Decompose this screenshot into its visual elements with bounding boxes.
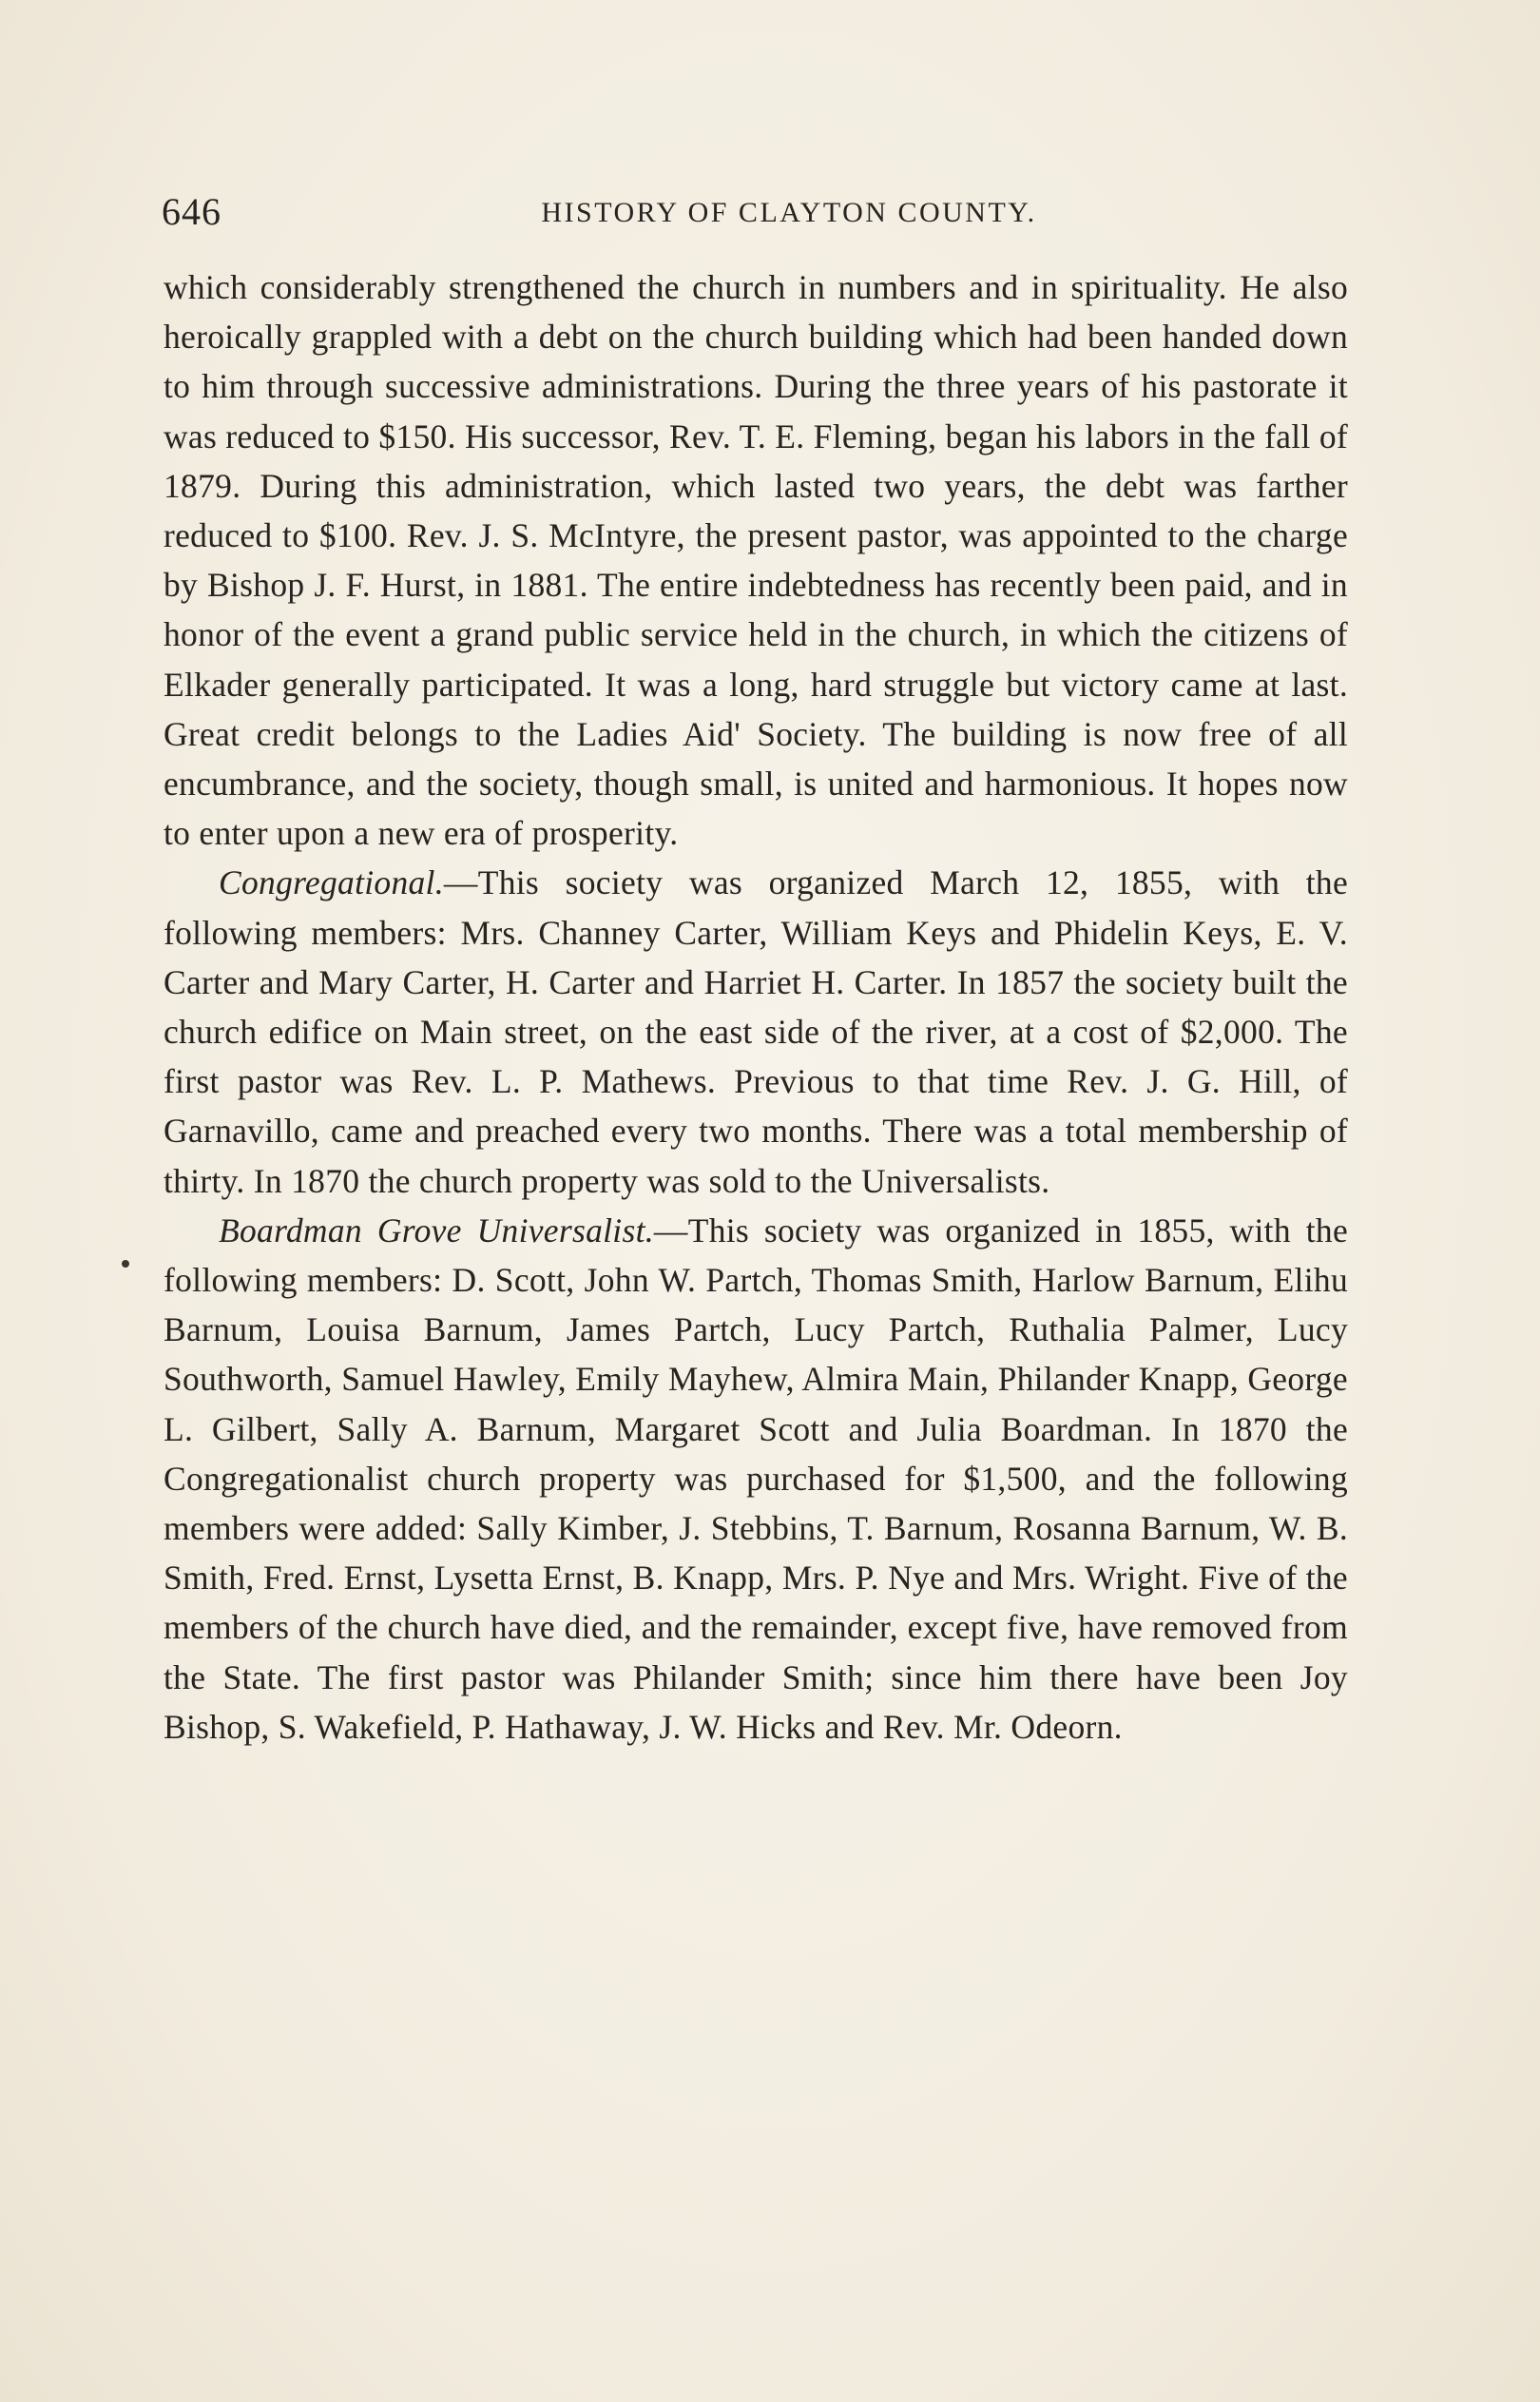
paragraph-continuation [164, 262, 1348, 858]
paragraph-universalist [164, 1206, 1348, 1752]
section-heading: Congregational. [219, 863, 444, 902]
body-text [164, 262, 1348, 1752]
paragraph-text: —This society was organized in 1855, with the following members: D. Scott, John W. Partch, Thomas Smith, Harlow Barnum, Elihu Barnum, Louisa Barnum, James Partch, Lucy Partch, Ruthalia Palmer, Lucy Southworth, Samuel Hawley, Emily Mayhew, Almira Main, Philander Knapp, George L. Gilbert, Sally A. Barnum, Margaret Scott and Julia Boardman. In 1870 the Congregationalist church property was purchased for $1,500, and the following members were added: Sally Kimber, J. Stebbins, T. Barnum, Rosanna Barnum, W. B. Smith, Fred. Ernst, Lysetta Ernst, B. Knapp, Mrs. P. Nye and Mrs. Wright. Five of the members of the church have died, and the remainder, except five, have removed from the State. The first pastor was Philander Smith; since him there have been Joy Bishop, S. Wakefield, P. Hathaway, J. W. Hicks and Rev. Mr. Odeorn. [164, 1211, 1348, 1746]
running-title: HISTORY OF CLAYTON COUNTY. [541, 197, 1037, 228]
paragraph-text: —This society was organized March 12, 1855, with the following members: Mrs. Channey Carter, William Keys and Phidelin Keys, E. V. Carter and Mary Carter, H. Carter and Harriet H. Carter. In 1857 the society built the church edifice on Main street, on the east side of the river, at a cost of $2,000. The first pastor was Rev. L. P. Mathews. Previous to that time Rev. J. G. Hill, of Garnavillo, came and preached every two months. There was a total membership of thirty. In 1870 the church property was sold to the Universalists. [164, 863, 1348, 1200]
section-heading: Boardman Grove Universalist. [219, 1211, 654, 1249]
margin-mark [122, 1260, 129, 1268]
paragraph-text: which considerably strengthened the church in numbers and in spirituality. He also heroically grappled with a debt on the church building which had been handed down to him through successive administrations. During the three years of his pastorate it was reduced to $150. His successor, Rev. T. E. Fleming, began his labors in the fall of 1879. During this administration, which lasted two years, the debt was farther reduced to $100. Rev. J. S. McIntyre, the present pastor, was appointed to the charge by Bishop J. F. Hurst, in 1881. The entire indebtedness has recently been paid, and in honor of the event a grand public service held in the church, in which the citizens of Elkader generally participated. It was a long, hard struggle but victory came at last. Great credit belongs to the Ladies Aid' Society. The building is now free of all encumbrance, and the society, though small, is united and harmonious. It hopes now to enter upon a new era of prosperity. [164, 268, 1348, 853]
running-header [162, 188, 1388, 236]
page-number: 646 [162, 190, 221, 233]
paragraph-congregational [164, 858, 1348, 1205]
